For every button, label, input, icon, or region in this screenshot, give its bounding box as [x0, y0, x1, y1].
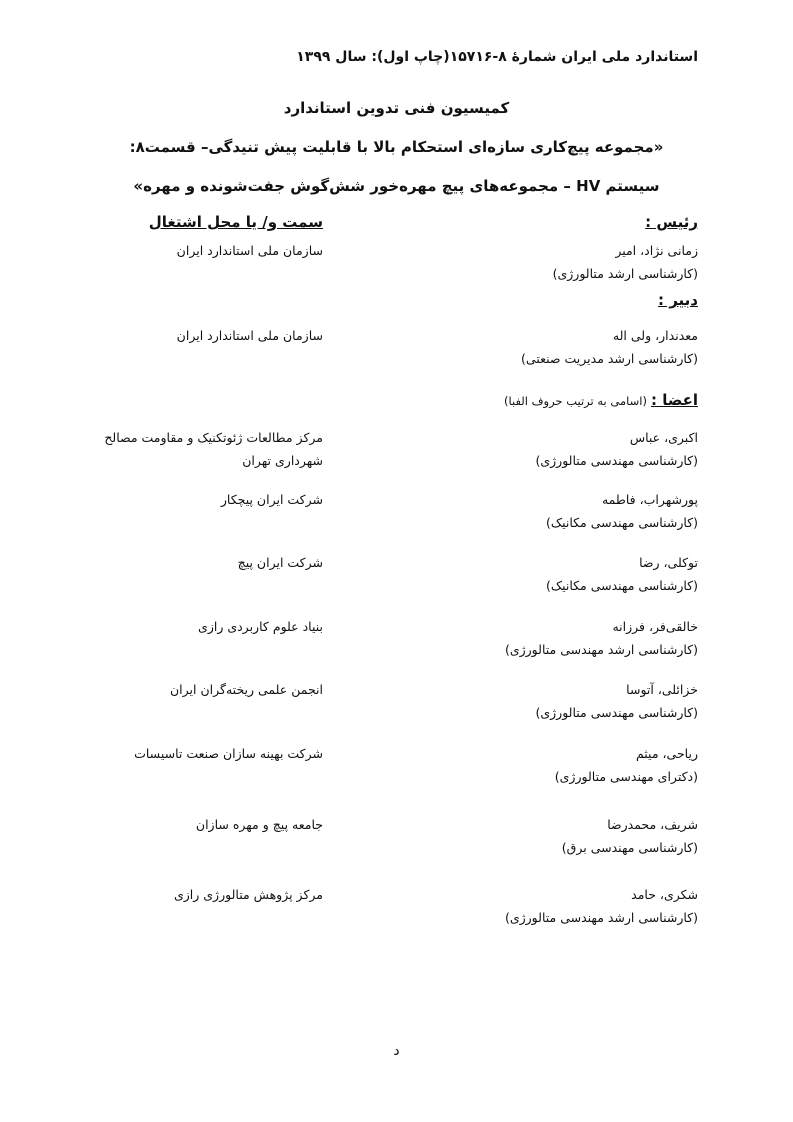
commission-title: کمیسیون فنی تدوین استاندارد: [283, 99, 510, 117]
secretary-entry: [398, 324, 698, 370]
member-degree: (دکترای مهندسی متالورژی): [554, 769, 698, 784]
member-name: اکبری، عباس: [629, 430, 698, 445]
member-affiliation: [0, 426, 323, 472]
secretary-name: معدندار، ولی اله: [612, 328, 698, 343]
member-affiliation: [0, 883, 323, 906]
standard-title-line-2: سیستم HV – مجموعه‌های پیچ مهره‌خور شش‌گوش جفت‌شونده و مهره»: [133, 177, 660, 195]
member-entry: [398, 488, 698, 534]
member-name: خالقی‌فر، فرزانه: [612, 619, 698, 634]
member-affiliation-line: شرکت بهینه سازان صنعت تاسیسات: [134, 746, 323, 761]
member-affiliation: [0, 678, 323, 701]
page-number: د: [393, 1043, 400, 1059]
member-affiliation: [0, 615, 323, 638]
member-name: ریاحی، میثم: [635, 746, 698, 761]
members-order-note: (اسامی به ترتیب حروف الفبا): [503, 394, 647, 408]
standard-title-line-1: «مجموعه پیچ‌کاری سازه‌ای استحکام بالا با قابلیت پیش تنیدگی– قسمت۸:: [129, 138, 664, 156]
standard-header: استاندارد ملی ایران شمارۀ ۸-۱۵۷۱۶(چاپ اول): سال ۱۳۹۹: [296, 49, 698, 65]
chairman-name: زمانی نژاد، امیر: [615, 243, 698, 258]
member-degree: (کارشناسی مهندسی برق): [561, 840, 698, 855]
member-affiliation-line: جامعه پیچ و مهره سازان: [195, 817, 323, 832]
member-affiliation-line: شرکت ایران پیچ: [237, 555, 323, 570]
secretary-affiliation-text: سازمان ملی استاندارد ایران: [176, 328, 323, 343]
secretary-label: دبیر :: [657, 291, 698, 309]
member-affiliation-line: مرکز پژوهش متالورژی رازی: [173, 887, 323, 902]
secretary-heading: [658, 291, 698, 309]
member-affiliation: [0, 488, 323, 511]
member-degree: (کارشناسی مهندسی متالورژی): [535, 453, 698, 468]
secretary-affiliation: [0, 324, 323, 347]
member-entry: [398, 678, 698, 724]
member-affiliation-line: بنیاد علوم کاربردی رازی: [198, 619, 323, 634]
member-name: شکری، حامد: [631, 887, 698, 902]
member-entry: [398, 742, 698, 788]
member-affiliation-line: مرکز مطالعات ژئوتکنیک و مقاومت مصالح: [104, 430, 323, 445]
member-entry: [398, 551, 698, 597]
chairman-affiliation-text: سازمان ملی استاندارد ایران: [176, 243, 323, 258]
members-heading: [504, 391, 698, 409]
member-name: خزائلی، آتوسا: [626, 682, 698, 697]
chairman-entry: [398, 239, 698, 285]
member-affiliation-line: شرکت ایران پیچکار: [220, 492, 323, 507]
member-name: شریف، محمدرضا: [607, 817, 698, 832]
member-entry: [398, 883, 698, 929]
member-name: پورشهراب، فاطمه: [601, 492, 698, 507]
member-affiliation: [0, 813, 323, 836]
member-affiliation: [0, 551, 323, 574]
member-affiliation-line: شهرداری تهران: [242, 453, 323, 468]
chairman-degree: (کارشناسی ارشد متالورژی): [552, 266, 698, 281]
chairman-heading: رئیس :: [645, 213, 698, 231]
member-entry: [398, 615, 698, 661]
member-degree: (کارشناسی ارشد مهندسی متالورژی): [504, 910, 698, 925]
members-label: اعضا :: [650, 391, 698, 409]
member-degree: (کارشناسی مهندسی مکانیک): [546, 515, 698, 530]
secretary-degree: (کارشناسی ارشد مدیریت صنعتی): [521, 351, 698, 366]
member-affiliation-line: انجمن علمی ریخته‌گران ایران: [170, 682, 323, 697]
member-degree: (کارشناسی ارشد مهندسی متالورژی): [504, 642, 698, 657]
member-entry: [398, 426, 698, 472]
member-name: توکلی، رضا: [639, 555, 698, 570]
position-heading: سمت و/ یا محل اشتغال: [148, 213, 323, 231]
member-degree: (کارشناسی مهندسی متالورژی): [535, 705, 698, 720]
member-entry: [398, 813, 698, 859]
chairman-affiliation: [0, 239, 323, 262]
member-affiliation: [0, 742, 323, 765]
member-degree: (کارشناسی مهندسی مکانیک): [546, 578, 698, 593]
